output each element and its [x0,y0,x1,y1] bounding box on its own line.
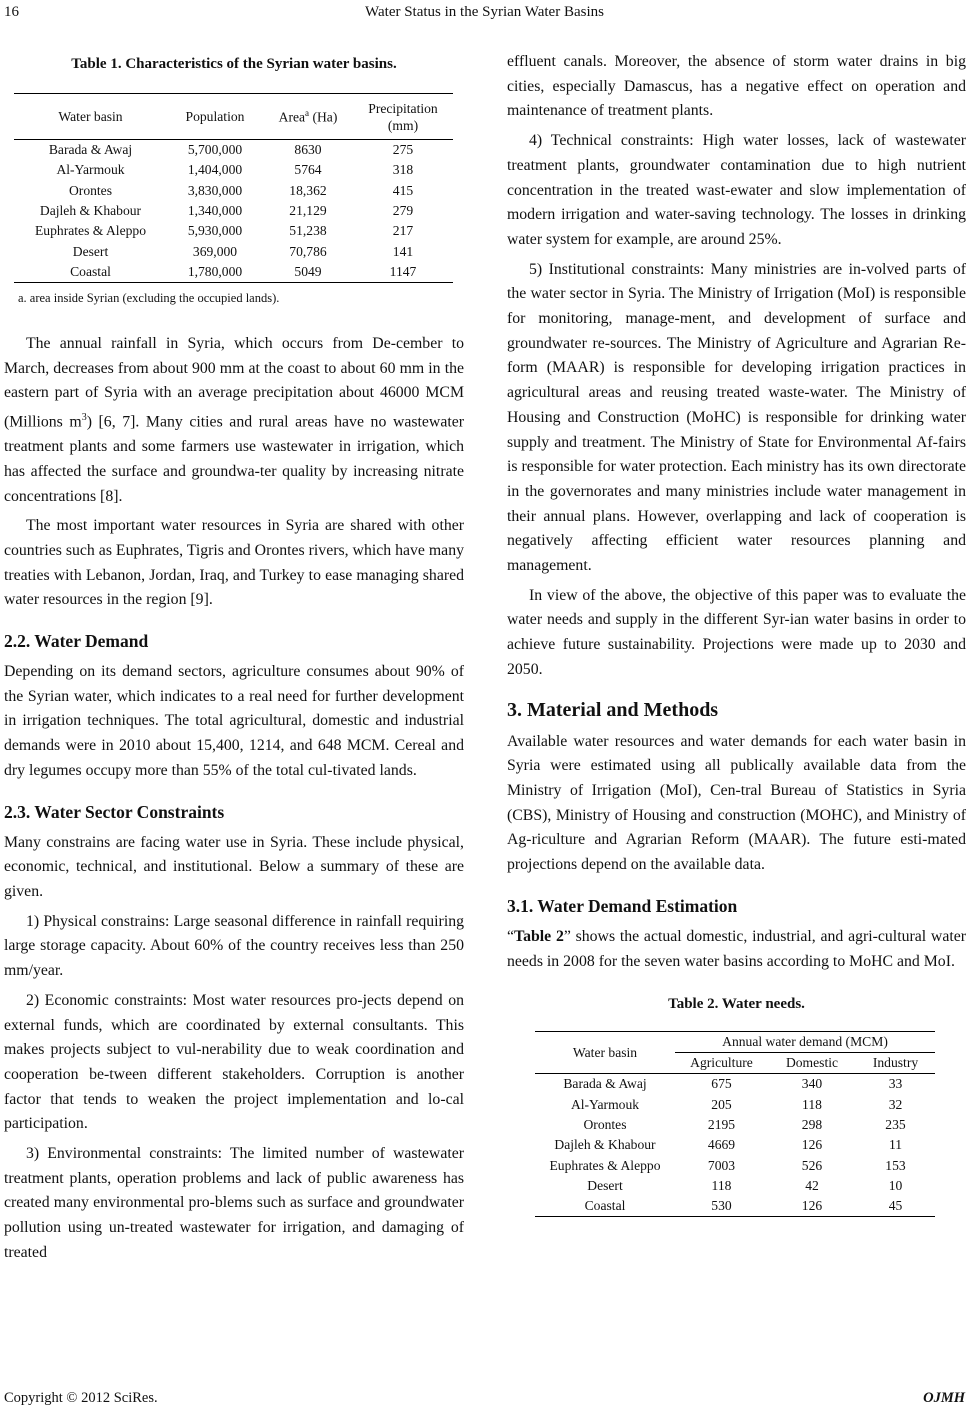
text-span: The annual rainfall in Syria, which occurs from De-cember to March, decreases from about 900 mm at the coast to about 60 mm in the eastern part of Syria with an average precipitation about 46000 MCM (Millions m [4,335,464,431]
table-row [14,201,453,221]
table-cell: 217 [392,223,414,239]
section-heading-3-1: 3.1. Water Demand Estimation [507,895,738,916]
table-cell: 10 [888,1177,903,1193]
table-cell: Al-Yarmouk [570,1096,640,1112]
table-cell: 205 [711,1096,732,1112]
table-cell: Orontes [68,182,113,198]
table-cell: 318 [392,162,414,178]
table-cell: 11 [888,1137,903,1153]
right-column [507,50,966,1217]
table-cell: 5,930,000 [187,223,243,239]
table-cell: 4669 [707,1137,736,1153]
section-heading-2-2: 2.2. Water Demand [4,631,149,652]
table1-header-area [263,94,353,140]
table1-header-row [14,94,453,140]
table-cell: 369,000 [192,243,238,259]
table-cell: 279 [392,203,414,219]
table1-footnote: a. area inside Syrian (excluding the occupied lands). [18,291,280,306]
table2-header-agriculture: Agriculture [675,1053,768,1074]
left-column [4,50,464,1271]
journal-abbrev: OJMH [923,1390,965,1406]
table1-body [14,140,453,283]
table-row [535,1135,935,1155]
table-cell: Barada & Awaj [48,142,133,158]
table-row [14,140,453,161]
table-cell: Euphrates & Aleppo [549,1157,661,1173]
table1-header-precipitation [353,94,453,140]
table2-header-basin: Water basin [535,1032,675,1074]
table2-header-industry: Industry [856,1053,935,1074]
table-cell: 18,362 [289,182,327,198]
table-row [535,1115,935,1135]
table-cell: 526 [801,1157,823,1173]
text-span: “ [507,927,515,945]
area-unit: (Ha) [309,109,338,125]
table1 [14,93,453,283]
table-cell: Coastal [70,263,111,279]
table-cell: 8630 [294,142,322,158]
table-row [14,262,453,283]
copyright: Copyright © 2012 SciRes. [4,1390,158,1406]
paragraph: 3) Environmental constraints: The limited number of wastewater treatment plants, operation problems and lack of public awareness has created many environmental pro-blems such as surface and groundwater pollution using un-treated wastewater for irrigation, and damaging of treated [4,1145,464,1261]
table-cell: 5049 [294,263,322,279]
section-heading-3: 3. Material and Methods [507,698,719,721]
page-number: 16 [4,4,19,20]
table2-header-row-1 [535,1032,935,1053]
precip-unit: (mm) [387,117,419,133]
table-cell: Al-Yarmouk [56,162,125,178]
paragraph: 5) Institutional constraints: Many ministries are in-volved parts of the water sector in Syria. The Ministry of Irrigation (MoI) is responsible for monitoring, manage-ment, and development of surface and groundwater re-sources. The Ministry of Agriculture and Agrarian Re-form (MAAR) is responsible for developing irrigation practices in agricultural areas and reusing treated waste-water. The Ministry of Housing and Construction (MoHC) is responsible for drinking water supply and treatment. The Ministry of State for Environmental Af-fairs is responsible for water protection. Each ministry has its own directorate in the governorates and many ministries include water management in their annual plans. However, overlapping and lack of cooperation is negatively affecting efficient water resources planning and management. [507,260,966,575]
paragraph: In view of the above, the objective of this paper was to evaluate the water needs and supply in the different Syr-ian water basins in order to achieve future sustainability. Projections were made up to 2030 and 2050. [507,586,966,678]
table-cell: 118 [802,1096,822,1112]
table-cell: 126 [801,1137,823,1153]
paragraph: Depending on its demand sectors, agriculture consumes about 90% of the Syrian water, which indicates to a real need for further development in irrigation techniques. The total agricultural, domestic and industrial demands were in 2010 about 15,400, 1214, and 648 MCM. Cereal and dry legumes occupy more than 55% of the total cul-tivated lands. [4,663,464,779]
table-cell: 70,786 [289,243,327,259]
table-cell: Barada & Awaj [563,1076,647,1092]
table2-header-domestic: Domestic [768,1053,856,1074]
running-title: Water Status in the Syrian Water Basins [365,4,604,20]
table-row [14,181,453,201]
paragraph: Available water resources and water demands for each water basin in Syria were estimated using all publically available data from the Ministry of Irrigation (MoI), Cen-tral Bureau of Statistics in Syria (CBS), Ministry of Housing and construction (MOHC), and Ministry of Ag-riculture and Agrarian Reform (MAAR). The future esti-mated projections depend on the available data. [507,732,966,874]
paragraph: 4) Technical constraints: High water losses, lack of wastewater treatment plants, groundwater contamination due to high nutrient concentration in the treated wast-ewater and slow implementation of modern irrigation and water-saving technology. The losses in drinking water system for example, are around 25%. [507,132,966,248]
table-cell: 141 [392,243,414,259]
table-cell: Desert [587,1177,623,1193]
table-cell: Dajleh & Khabour [554,1137,656,1153]
table1-header-basin: Water basin [58,108,123,124]
paragraph: The most important water resources in Syria are shared with other countries such as Euphrates, Tigris and Orontes rivers, which have many treaties with Lebanon, Jordan, Iraq, and Turkey to ease managing shared water resources in the region [9]. [4,517,464,609]
paragraph: Many constrains are facing water use in Syria. These include physical, economic, technical, and institutional. Below a summary of these are given. [4,833,464,900]
paragraph [507,925,966,974]
table-row [14,241,453,261]
table-cell: 3,830,000 [187,182,243,198]
table2-caption: Table 2. Water needs. [668,996,805,1013]
table-reference-link[interactable]: Table 2 [514,927,564,945]
table-cell: 2195 [707,1116,736,1132]
table-cell: 235 [885,1116,906,1132]
table-cell: 45 [888,1198,903,1214]
table-cell: 1,404,000 [187,162,243,178]
text-span: ) [6, 7]. Many cities and rural areas have no wastewater treatment plants and some farmers use wastewater in irrigation, which has affected the surface and groundwa-ter quality by increasing nitrate concentrations [8]. [4,413,464,505]
table-cell: 5764 [294,162,322,178]
table-cell: 1,340,000 [187,203,243,219]
table-cell: 32 [888,1096,903,1112]
table-row [535,1074,935,1095]
table-row [535,1176,935,1196]
paragraph: 2) Economic constraints: Most water resources pro-jects depend on external funds, which are coordinated by external consultants. This makes projects subject to vul-nerability due to weak coordination and cooperation be-tween different stakeholders. Corruption is another factor that tends to weaken the project implementation and lo-cal participation. [4,991,464,1133]
table-cell: 7003 [707,1157,736,1173]
area-sup: a [305,107,310,118]
table-cell: 5,700,000 [187,142,243,158]
precip-label: Precipitation [368,100,438,116]
table-cell: 21,129 [289,203,327,219]
table-cell: 340 [801,1076,823,1092]
table2-group-header: Annual water demand (MCM) [675,1032,935,1053]
table-cell: 1,780,000 [187,263,243,279]
table-cell: 118 [711,1177,732,1193]
table-cell: 33 [888,1076,903,1092]
table-row [14,221,453,241]
table-cell: Euphrates & Aleppo [35,223,146,239]
table2-body [535,1074,935,1217]
table-cell: 126 [801,1198,823,1214]
table-cell: Orontes [583,1116,627,1132]
table-cell: 1147 [389,263,417,279]
table-cell: 51,238 [289,223,327,239]
paragraph: effluent canals. Moreover, the absence of storm water drains in big cities, especially Damascus, has a negative effect on operation and maintenance of treatment plants. [507,53,966,120]
table2 [535,1031,935,1217]
table-cell: 415 [392,182,414,198]
text-span: ” shows the actual domestic, industrial, and agri-cultural water needs in 2008 for the seven water basins according to MoHC and MoI. [507,927,966,970]
table-cell: 675 [711,1076,732,1092]
table-cell: Coastal [584,1198,626,1214]
superscript: 3 [81,412,87,424]
page-header [0,4,969,26]
table-row [535,1155,935,1175]
table-row [535,1196,935,1217]
area-label: Area [278,109,306,125]
table-cell: 530 [711,1198,732,1214]
table-row [14,160,453,180]
table-cell: 42 [805,1177,819,1193]
table-cell: Desert [72,243,109,259]
section-heading-2-3: 2.3. Water Sector Constraints [4,801,225,822]
table1-header-population: Population [185,108,245,124]
table-row [535,1095,935,1115]
table1-caption: Table 1. Characteristics of the Syrian water basins. [71,56,397,72]
table-cell: 153 [885,1157,906,1173]
table-cell: Dajleh & Khabour [39,203,142,219]
paragraph [4,332,464,509]
table-cell: 275 [392,142,414,158]
paragraph: 1) Physical constrains: Large seasonal difference in rainfall requiring large storage capacity. About 60% of the country receives less than 250 mm/year. [4,912,464,980]
table-cell: 298 [801,1116,823,1132]
